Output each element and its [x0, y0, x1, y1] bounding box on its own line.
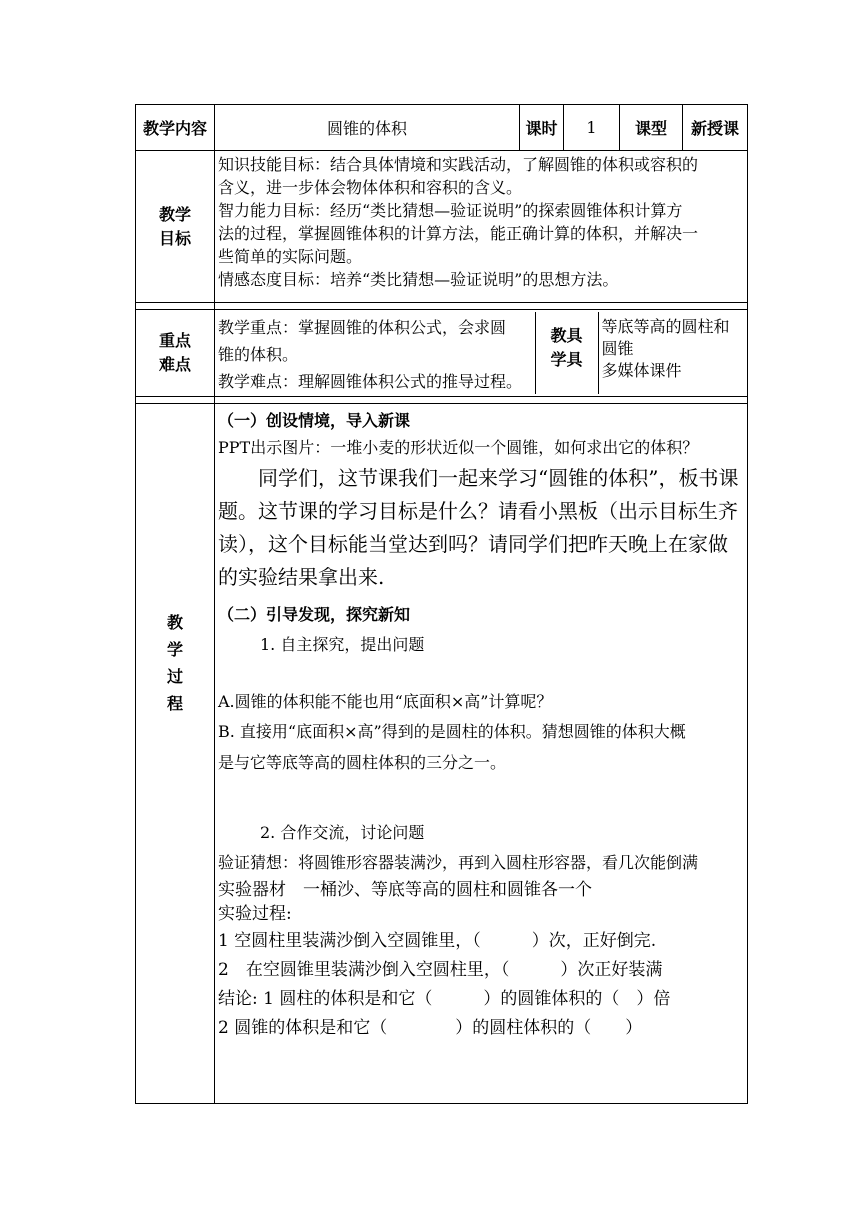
objectives-label: 教学 目标	[136, 151, 215, 303]
verify-line: 验证猜想：将圆锥形容器装满沙，再到入圆柱形容器，看几次能倒满	[218, 853, 699, 872]
keypoints-inner	[215, 312, 747, 394]
objective-line: 些简单的实际问题。	[218, 247, 363, 266]
lesson-plan-table	[135, 104, 748, 1104]
type-value: 新授课	[683, 105, 748, 151]
lesson-title: 圆锥的体积	[215, 105, 520, 151]
question-a: A.圆锥的体积能不能也用“底面积×高”计算呢？	[218, 692, 553, 711]
ppt-line: PPT出示图片：一堆小麦的形状近似一个圆锥，如何求出它的体积？	[218, 438, 699, 457]
header-row	[136, 105, 748, 151]
keypoints-label: 重点 难点	[136, 310, 215, 397]
type-label: 课型	[620, 105, 683, 151]
step1: 1. 自主探究，提出问题	[260, 635, 425, 654]
keypoints-text	[215, 312, 535, 394]
keypoints-row	[136, 310, 748, 397]
spacer-row	[136, 397, 748, 404]
answer-b: B. 直接用“底面积×高”得到的是圆柱的体积。猜想圆锥的体积大概	[218, 722, 686, 741]
conclusion-line: 结论: 1 圆柱的体积是和它（ ）的圆锥体积的（ ）倍	[218, 989, 671, 1009]
period-value: 1	[564, 105, 620, 151]
intro-line: 题。这节课的学习目标是什么？请看小黑板（出示目标生齐	[218, 499, 738, 523]
objectives-text	[215, 151, 748, 303]
tools-text: 等底等高的圆柱和 圆锥 多媒体课件	[601, 317, 730, 380]
conclusion-line: 2 圆锥的体积是和它（ ）的圆柱体积的（ ）	[218, 1018, 643, 1038]
objectives-row	[136, 151, 748, 303]
objective-line: 情感态度目标：培养“类比猜想—验证说明”的思想方法。	[218, 270, 619, 289]
key-point-line: 教学重点：掌握圆锥的体积公式，会求圆	[218, 318, 507, 337]
tools-label: 教具 学具	[535, 312, 598, 394]
objective-line: 知识技能目标：结合具体情境和实践活动，了解圆锥的体积或容积的	[218, 155, 699, 174]
intro-line: 的实验结果拿出来.	[218, 565, 385, 589]
intro-line: 同学们，这节课我们一起来学习“圆锥的体积”，板书课	[258, 466, 739, 490]
process-content	[215, 404, 748, 1104]
answer-b: 是与它等底等高的圆柱体积的三分之一。	[218, 753, 507, 772]
section2-title: （二）引导发现，探究新知	[218, 605, 411, 624]
objective-line: 智力能力目标：经历“类比猜想—验证说明”的探索圆锥体积计算方	[218, 201, 683, 220]
equipment-line: 实验器材 一桶沙、等底等高的圆柱和圆锥各一个	[218, 880, 592, 900]
process-label: 教 学 过 程	[136, 404, 215, 1104]
procedure-label: 实验过程:	[218, 904, 292, 924]
period-label: 课时	[520, 105, 564, 151]
objective-line: 含义，进一步体会物体体积和容积的含义。	[218, 178, 523, 197]
procedure-step: 1 空圆柱里装满沙倒入空圆锥里，（ ）次，正好倒完.	[218, 931, 657, 951]
intro-line: 读），这个目标能当堂达到吗？请同学们把昨天晚上在家做	[218, 532, 728, 556]
difficulty-line: 教学难点：理解圆锥体积公式的推导过程。	[218, 372, 523, 391]
content-label: 教学内容	[136, 105, 215, 151]
step2: 2. 合作交流，讨论问题	[260, 823, 425, 842]
spacer-row	[136, 303, 748, 310]
key-point-line: 锥的体积。	[218, 345, 299, 364]
objective-line: 法的过程，掌握圆锥体积的计算方法，能正确计算的体积，并解决一	[218, 224, 699, 243]
section1-title: （一）创设情境，导入新课	[218, 411, 411, 430]
procedure-step: 2 在空圆锥里装满沙倒入空圆柱里，（ ）次正好装满	[218, 960, 663, 980]
process-row	[136, 404, 748, 1104]
